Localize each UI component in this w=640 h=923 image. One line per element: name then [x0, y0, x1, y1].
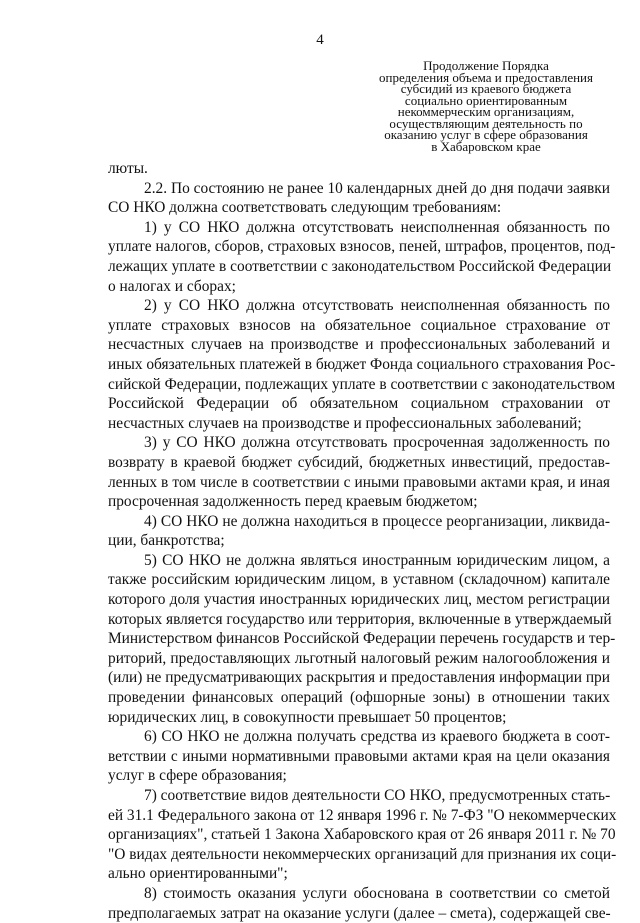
header-line: некоммерческим организациям,	[397, 104, 575, 119]
text-line: риторий, предоставляющих льготный налоговый режим налогообложения и	[108, 649, 610, 667]
header-line: осуществляющим деятельность по	[389, 115, 583, 131]
text-line: ленных в том числе в соответствии с иными правовыми актами края, и иная	[108, 473, 610, 491]
text-line: 4) СО НКО не должна находиться в процессе реорганизации, ликвида-	[144, 512, 610, 530]
text-line: сийской Федерации, подлежащих уплате в соответствии с законодательством	[108, 375, 616, 393]
paragraph	[108, 218, 616, 296]
text-line: "О видах деятельности некоммерческих организаций для признания их соци-	[108, 845, 617, 863]
text-line: возврату в краевой бюджет субсидий, бюджетных инвестиций, предостав-	[108, 453, 610, 471]
text-line: ально ориентированными";	[108, 865, 288, 883]
text-line: которых является государство или территория, включенные в утверждаемый	[108, 610, 612, 628]
text-line: СО НКО должна соответствовать следующим требованиям:	[108, 199, 502, 217]
text-line: которого доля участия иностранных юридических лиц, местом регистрации	[108, 591, 610, 609]
paragraph	[108, 296, 616, 433]
text-line: ции, банкротства;	[108, 532, 225, 550]
text-line: о налогах и сборах;	[108, 277, 236, 295]
paragraph	[108, 159, 610, 179]
header-line: субсидий из краевого бюджета	[400, 81, 572, 96]
text-line: 8) стоимость оказания услуги обоснована в соответствии со сметой	[144, 884, 610, 902]
paragraph	[108, 727, 610, 786]
text-line: уплате страховых взносов на обязательное социальное страхование от	[108, 316, 610, 334]
header-line: социально ориентированным	[404, 92, 568, 108]
header-line: определения объема и предоставления	[379, 69, 593, 85]
text-line: несчастных случаев на производстве и профессиональных заболеваний;	[108, 414, 582, 432]
text-line: 6) СО НКО не должна получать средства из краевого бюджета в соот-	[144, 728, 610, 746]
header-line: в Хабаровском крае	[431, 138, 541, 154]
text-line: ветствии с иными нормативными правовыми актами края на цели оказания	[108, 747, 610, 765]
text-line: 2.2. По состоянию не ранее 10 календарных дней до дня подачи заявки	[144, 179, 610, 197]
text-line: иных обязательных платежей в бюджет Фонда социального страхования Рос-	[108, 355, 616, 373]
text-line: Российской Федерации об обязательном социальном страховании от	[108, 395, 610, 413]
text-line: 7) соответствие видов деятельности СО НКО, предусмотренных стать-	[144, 787, 611, 804]
page-number: 4	[316, 32, 324, 48]
text-line: лежащих уплате в соответствии с законодательством Российской Федерации	[108, 257, 612, 275]
paragraph	[108, 786, 617, 884]
paragraph	[108, 884, 610, 923]
text-line: также российским юридическим лицом, в уставном (складочном) капитале	[108, 571, 610, 589]
text-line: уплате налогов, сборов, страховых взносов, пеней, штрафов, процентов, под-	[108, 238, 616, 256]
text-line: несчастных случаев на производстве и профессиональных заболеваний и	[108, 336, 610, 354]
text-line: ей 31.1 Федерального закона от 12 января 1996 г. № 7-ФЗ "О некоммерческих	[108, 806, 617, 824]
paragraph	[108, 433, 610, 511]
text-line: услуг в сфере образования;	[108, 767, 287, 785]
text-line: проведении финансовых операций (офшорные зоны) в отношении таких	[108, 689, 610, 707]
text-line: просроченная задолженность перед краевым бюджетом;	[108, 493, 478, 511]
text-line: люты.	[108, 160, 148, 177]
text-line: предполагаемых затрат на оказание услуги (далее – смета), содержащей све-	[108, 904, 611, 922]
header-block	[360, 60, 612, 152]
header-line: Продолжение Порядка	[423, 58, 549, 73]
header-line: оказанию услуг в сфере образования	[384, 127, 588, 142]
text-line: 5) СО НКО не должна являться иностранным юридическим лицом, а	[144, 551, 610, 569]
body-text	[108, 159, 617, 923]
text-line: организациях", статьей 1 Закона Хабаровского края от 26 января 2011 г. № 70	[108, 826, 616, 844]
paragraph	[108, 551, 616, 727]
text-line: юридических лиц, в совокупности превышает 50 процентов;	[108, 708, 507, 726]
text-line: Министерством финансов Российской Федерации перечень государств и тер-	[108, 630, 616, 648]
text-line: 2) у СО НКО должна отсутствовать неисполненная обязанность по	[144, 297, 610, 315]
paragraph	[108, 179, 610, 218]
paragraph	[108, 512, 610, 551]
text-line: 1) у СО НКО должна отсутствовать неисполненная обязанность по	[144, 218, 610, 236]
text-line: 3) у СО НКО должна отсутствовать просроченная задолженность по	[144, 434, 610, 452]
text-line: (или) не предусматривающих раскрытия и предоставления информации при	[108, 669, 610, 687]
